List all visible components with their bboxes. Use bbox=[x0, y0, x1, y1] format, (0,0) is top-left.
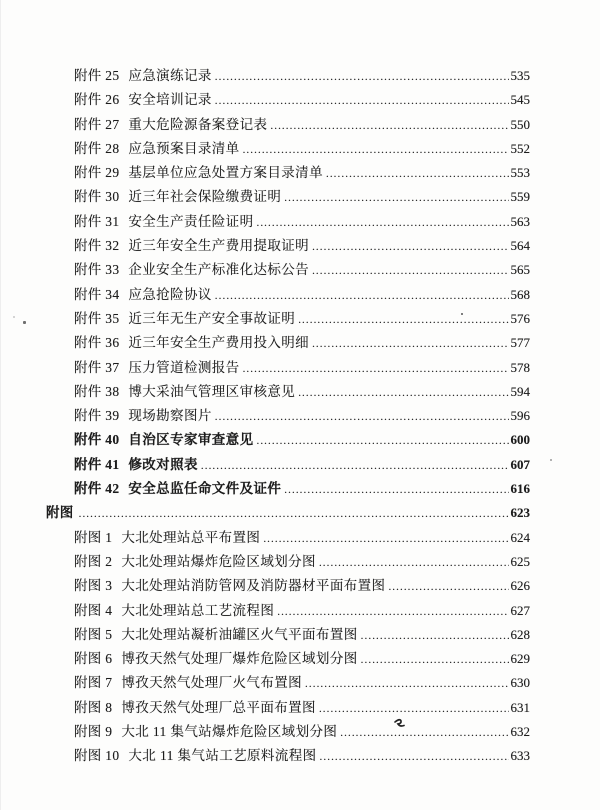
toc-entry-title: 压力管道检测报告 bbox=[128, 359, 240, 375]
toc-entry-label: 附件 42 bbox=[74, 481, 120, 497]
toc-entry-title: 博孜天然气处理厂总平面布置图 bbox=[121, 699, 316, 715]
dot-leader bbox=[298, 381, 508, 405]
toc-entry-page: 577 bbox=[510, 335, 530, 351]
toc-entry-label: 附件 30 bbox=[74, 189, 120, 205]
dot-leader bbox=[326, 162, 509, 186]
toc-entry-label: 附件 26 bbox=[74, 92, 120, 108]
toc-entry-label: 附件 35 bbox=[74, 310, 120, 326]
toc-entry-title: 近三年安全生产费用提取证明 bbox=[128, 238, 310, 254]
toc-entry-page: 627 bbox=[510, 602, 530, 618]
toc-entry-title: 重大危险源备案登记表 bbox=[128, 116, 268, 132]
toc-entry-title: 大北 11 集气站工艺原料流程图 bbox=[128, 748, 317, 764]
toc-row bbox=[46, 526, 530, 550]
toc-entry-page: 633 bbox=[510, 748, 530, 764]
toc-entry-page: 565 bbox=[510, 262, 530, 278]
toc-entry-label: 附图 8 bbox=[74, 699, 113, 715]
toc-list bbox=[46, 64, 530, 769]
dot-leader bbox=[215, 89, 509, 113]
toc-entry-label: 附图 6 bbox=[74, 651, 113, 667]
toc-entry-title: 大北 11 集气站爆炸危险区域划分图 bbox=[121, 724, 338, 740]
toc-entry-label: 附图 1 bbox=[74, 529, 113, 545]
toc-row bbox=[46, 696, 530, 720]
dot-leader bbox=[256, 211, 508, 235]
toc-entry-page: 564 bbox=[510, 238, 530, 254]
toc-entry-page: 594 bbox=[510, 383, 530, 399]
toc-entry-label: 附件 25 bbox=[74, 68, 120, 83]
toc-entry-title: 安全生产责任险证明 bbox=[128, 213, 254, 229]
toc-entry-title: 博孜天然气处理厂火气布置图 bbox=[121, 675, 303, 691]
toc-entry-label: 附件 40 bbox=[74, 432, 120, 448]
toc-row bbox=[46, 356, 530, 380]
toc-entry-label: 附件 36 bbox=[74, 335, 120, 351]
toc-entry-page: 600 bbox=[510, 432, 530, 448]
toc-row bbox=[46, 64, 530, 88]
dot-leader bbox=[388, 575, 508, 599]
toc-row bbox=[46, 88, 530, 112]
dot-leader bbox=[312, 259, 508, 283]
toc-row bbox=[46, 744, 530, 768]
toc-entry-title: 近三年无生产安全事故证明 bbox=[128, 310, 296, 326]
toc-entry-title: 应急抢险协议 bbox=[128, 286, 212, 302]
toc-entry-page: 628 bbox=[510, 626, 530, 642]
dot-leader bbox=[263, 527, 508, 551]
toc-row bbox=[46, 647, 530, 671]
toc-entry-page: 630 bbox=[510, 675, 530, 691]
toc-entry-page: 631 bbox=[510, 699, 530, 715]
toc-entry-label: 附图 4 bbox=[74, 602, 113, 618]
toc-entry-title: 博孜天然气处理厂爆炸危险区域划分图 bbox=[121, 651, 358, 667]
dot-leader bbox=[201, 454, 509, 478]
dot-leader bbox=[312, 235, 508, 259]
dot-leader bbox=[243, 138, 509, 162]
toc-entry-page: 596 bbox=[510, 408, 530, 424]
dot-leader bbox=[215, 405, 509, 429]
toc-row bbox=[46, 331, 530, 355]
ink-speck bbox=[461, 313, 463, 315]
toc-entry-page: 623 bbox=[510, 505, 530, 521]
toc-entry-label: 附件 38 bbox=[74, 383, 120, 399]
toc-row bbox=[46, 113, 530, 137]
toc-entry-page: 607 bbox=[510, 456, 530, 472]
toc-row bbox=[46, 234, 530, 258]
toc-entry-title: 企业安全生产标准化达标公告 bbox=[128, 262, 310, 278]
toc-entry-page: 576 bbox=[510, 310, 530, 326]
dot-leader bbox=[284, 478, 508, 502]
ink-speck bbox=[23, 321, 26, 324]
toc-row bbox=[46, 307, 530, 331]
toc-entry-label: 附图 2 bbox=[74, 553, 113, 569]
toc-row bbox=[46, 380, 530, 404]
toc-entry-label: 附件 41 bbox=[74, 456, 120, 472]
toc-row bbox=[46, 428, 530, 452]
toc-entry-page: 563 bbox=[510, 213, 530, 229]
toc-entry-title: 现场勘察图片 bbox=[128, 408, 212, 424]
toc-entry-page: 535 bbox=[510, 68, 530, 83]
toc-entry-label: 附件 33 bbox=[74, 262, 120, 278]
toc-row bbox=[46, 161, 530, 185]
toc-entry-label: 附图 9 bbox=[74, 724, 113, 740]
toc-entry-title: 大北处理站凝析油罐区火气平面布置图 bbox=[121, 626, 358, 642]
toc-entry-label: 附件 28 bbox=[74, 140, 120, 156]
toc-entry-title: 博大采油气管理区审核意见 bbox=[128, 383, 296, 399]
toc-entry-page: 553 bbox=[510, 165, 530, 181]
toc-entry-page: 578 bbox=[510, 359, 530, 375]
toc-row bbox=[46, 137, 530, 161]
dot-leader bbox=[319, 697, 509, 721]
toc-row bbox=[46, 671, 530, 695]
dot-leader bbox=[277, 600, 508, 624]
toc-entry-page: 559 bbox=[510, 189, 530, 205]
toc-entry-page: 629 bbox=[510, 651, 530, 667]
toc-entry-label: 附图 5 bbox=[74, 626, 113, 642]
dot-leader bbox=[270, 114, 508, 138]
toc-row bbox=[46, 283, 530, 307]
toc-entry-label: 附件 32 bbox=[74, 238, 120, 254]
toc-entry-label: 附件 29 bbox=[74, 165, 120, 181]
toc-entry-page: 632 bbox=[510, 724, 530, 740]
toc-entry-label: 附件 39 bbox=[74, 408, 120, 424]
toc-entry-label: 附件 31 bbox=[74, 213, 120, 229]
toc-row bbox=[46, 453, 530, 477]
toc-entry-page: 626 bbox=[510, 578, 530, 594]
toc-entry-title: 大北处理站总工艺流程图 bbox=[121, 602, 275, 618]
toc-row bbox=[46, 477, 530, 501]
toc-entry-title: 修改对照表 bbox=[128, 456, 198, 472]
toc-row bbox=[46, 404, 530, 428]
toc-row bbox=[46, 550, 530, 574]
toc-entry-title: 大北处理站爆炸危险区域划分图 bbox=[121, 553, 316, 569]
toc-entry-page: 625 bbox=[510, 553, 530, 569]
toc-row bbox=[46, 185, 530, 209]
toc-entry-title: 应急预案目录清单 bbox=[128, 140, 240, 156]
toc-entry-page: 624 bbox=[510, 529, 530, 545]
toc-entry-title: 大北处理站消防管网及消防器材平面布置图 bbox=[121, 578, 386, 594]
toc-entry-label: 附件 37 bbox=[74, 359, 120, 375]
toc-entry-label: 附图 bbox=[46, 505, 74, 521]
dot-leader bbox=[361, 648, 509, 672]
toc-entry-label: 附图 3 bbox=[74, 578, 113, 594]
dot-leader bbox=[320, 745, 509, 769]
toc-row bbox=[46, 623, 530, 647]
dot-leader bbox=[79, 502, 509, 526]
toc-entry-title: 大北处理站总平布置图 bbox=[121, 529, 261, 545]
toc-entry-title: 安全总监任命文件及证件 bbox=[128, 481, 282, 497]
toc-entry-label: 附件 27 bbox=[74, 116, 120, 132]
toc-entry-label: 附件 34 bbox=[74, 286, 120, 302]
dot-leader bbox=[305, 672, 508, 696]
dot-leader bbox=[243, 357, 509, 381]
toc-entry-label: 附图 10 bbox=[74, 748, 120, 764]
toc-entry-title: 应急演练记录 bbox=[128, 68, 212, 83]
toc-row bbox=[46, 720, 530, 744]
ink-speck bbox=[13, 316, 15, 318]
toc-entry-title: 自治区专家审查意见 bbox=[128, 432, 254, 448]
toc-entry-title: 近三年安全生产费用投入明细 bbox=[128, 335, 310, 351]
toc-entry-page: 616 bbox=[510, 481, 530, 497]
dot-leader bbox=[361, 624, 509, 648]
dot-leader bbox=[256, 429, 508, 453]
toc-row bbox=[46, 574, 530, 598]
toc-row bbox=[46, 599, 530, 623]
toc-row bbox=[46, 501, 530, 525]
toc-entry-title: 近三年社会保险缴费证明 bbox=[128, 189, 282, 205]
dot-leader bbox=[298, 308, 508, 332]
toc-entry-page: 552 bbox=[510, 140, 530, 156]
dot-leader bbox=[319, 551, 509, 575]
toc-entry-page: 545 bbox=[510, 92, 530, 108]
toc-entry-title: 安全培训记录 bbox=[128, 92, 212, 108]
dot-leader bbox=[215, 284, 509, 308]
toc-row bbox=[46, 210, 530, 234]
toc-entry-page: 568 bbox=[510, 286, 530, 302]
dot-leader bbox=[215, 65, 509, 89]
ink-speck bbox=[550, 459, 552, 461]
toc-entry-title: 基层单位应急处置方案目录清单 bbox=[128, 165, 323, 181]
dot-leader bbox=[340, 721, 508, 745]
toc-entry-page: 550 bbox=[510, 116, 530, 132]
dot-leader bbox=[284, 186, 508, 210]
toc-row bbox=[46, 258, 530, 282]
ink-smudge bbox=[392, 718, 408, 732]
dot-leader bbox=[312, 332, 508, 356]
toc-entry-label: 附图 7 bbox=[74, 675, 113, 691]
